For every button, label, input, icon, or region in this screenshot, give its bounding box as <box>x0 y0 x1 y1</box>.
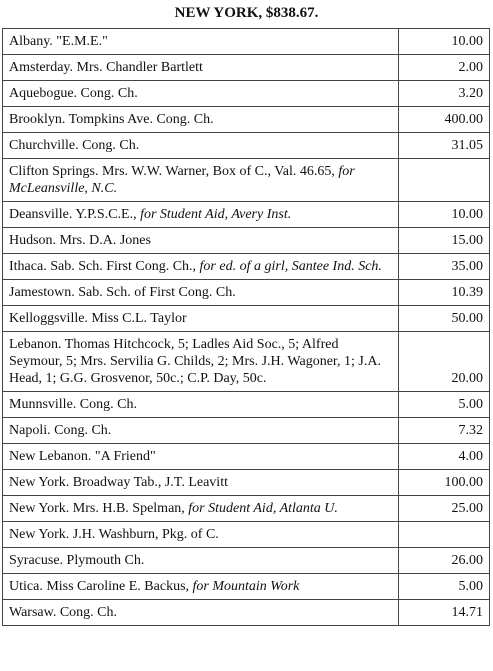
table-row <box>3 600 490 626</box>
entry-text: Warsaw. Cong. Ch. <box>9 605 118 620</box>
table-row <box>3 548 490 574</box>
entry-description <box>3 159 399 202</box>
entry-amount: 2.00 <box>399 55 490 81</box>
page-title: NEW YORK, $838.67. <box>174 5 319 21</box>
entry-description <box>3 254 399 280</box>
entry-text: Churchville. Cong. Ch. <box>9 138 140 153</box>
entry-text: Kelloggsville. Miss C.L. Taylor <box>9 311 187 326</box>
entry-description <box>3 133 399 159</box>
table-row <box>3 574 490 600</box>
entry-amount: 400.00 <box>399 107 490 133</box>
entry-amount: 15.00 <box>399 228 490 254</box>
entry-amount: 35.00 <box>399 254 490 280</box>
entry-text: Munnsville. Cong. Ch. <box>9 397 137 412</box>
entry-description <box>3 418 399 444</box>
entry-description <box>3 496 399 522</box>
entry-description <box>3 392 399 418</box>
entry-text: Syracuse. Plymouth Ch. <box>9 553 145 568</box>
entry-text: Brooklyn. Tompkins Ave. Cong. Ch. <box>9 112 214 127</box>
entry-amount: 10.39 <box>399 280 490 306</box>
entry-amount: 31.05 <box>399 133 490 159</box>
entry-amount: 25.00 <box>399 496 490 522</box>
entry-amount: 5.00 <box>399 574 490 600</box>
entry-text: New York. Broadway Tab., J.T. Leavitt <box>9 475 228 490</box>
entry-amount: 10.00 <box>399 202 490 228</box>
entry-amount <box>399 522 490 548</box>
entry-text: Clifton Springs. Mrs. W.W. Warner, Box of C., Val. 46.65, <box>9 164 339 179</box>
table-row <box>3 280 490 306</box>
table-row <box>3 470 490 496</box>
entry-amount: 14.71 <box>399 600 490 626</box>
entry-description <box>3 81 399 107</box>
contributions-table <box>2 28 490 626</box>
entry-amount: 20.00 <box>399 332 490 392</box>
entry-description <box>3 29 399 55</box>
entry-text: Jamestown. Sab. Sch. of First Cong. Ch. <box>9 285 236 300</box>
entry-text: Aquebogue. Cong. Ch. <box>9 86 138 101</box>
table-row <box>3 107 490 133</box>
entry-description <box>3 228 399 254</box>
table-row <box>3 133 490 159</box>
table-row <box>3 29 490 55</box>
table-row <box>3 81 490 107</box>
entry-description <box>3 306 399 332</box>
entry-description <box>3 55 399 81</box>
entry-note: for McLeansville, N.C. <box>9 164 355 196</box>
entry-description <box>3 522 399 548</box>
entry-text: Amsterday. Mrs. Chandler Bartlett <box>9 60 203 75</box>
table-row <box>3 418 490 444</box>
entry-description <box>3 107 399 133</box>
entry-amount: 100.00 <box>399 470 490 496</box>
table-row <box>3 496 490 522</box>
table-row <box>3 332 490 392</box>
entry-amount: 4.00 <box>399 444 490 470</box>
entry-text: Ithaca. Sab. Sch. First Cong. Ch., <box>9 259 200 274</box>
entry-text: Utica. Miss Caroline E. Backus, <box>9 579 193 594</box>
table-row <box>3 254 490 280</box>
entry-text: Napoli. Cong. Ch. <box>9 423 112 438</box>
entry-text: New Lebanon. "A Friend" <box>9 449 156 464</box>
entry-amount <box>399 159 490 202</box>
entry-amount: 50.00 <box>399 306 490 332</box>
entry-description <box>3 332 399 392</box>
table-row <box>3 392 490 418</box>
entry-amount: 7.32 <box>399 418 490 444</box>
table-row <box>3 228 490 254</box>
table-row <box>3 55 490 81</box>
entry-note: for Mountain Work <box>192 579 300 594</box>
entry-note: for Student Aid, Avery Inst. <box>140 207 292 222</box>
entry-description <box>3 600 399 626</box>
entry-text: Lebanon. Thomas Hitchcock, 5; Ladles Aid Soc., 5; Alfred Seymour, 5; Mrs. Servilia G. Childs, 2; Mrs. J.H. Wagoner, 1; J.A. Head, 1; G.G. Grosvenor, 50c.; C.P. Day, 50c. <box>9 337 381 386</box>
table-row <box>3 159 490 202</box>
table-row <box>3 306 490 332</box>
entry-amount: 5.00 <box>399 392 490 418</box>
entry-description <box>3 280 399 306</box>
table-row <box>3 202 490 228</box>
entry-description <box>3 548 399 574</box>
entry-description <box>3 574 399 600</box>
entry-text: Deansville. Y.P.S.C.E., <box>9 207 141 222</box>
table-row <box>3 444 490 470</box>
entry-note: for Student Aid, Atlanta U. <box>188 501 338 516</box>
table-row <box>3 522 490 548</box>
entry-note: for ed. of a girl, Santee Ind. Sch. <box>199 259 382 274</box>
entry-description <box>3 444 399 470</box>
entry-description <box>3 470 399 496</box>
entry-amount: 10.00 <box>399 29 490 55</box>
entry-text: Hudson. Mrs. D.A. Jones <box>9 233 151 248</box>
entry-text: New York. J.H. Washburn, Pkg. of C. <box>9 527 219 542</box>
entry-text: New York. Mrs. H.B. Spelman, <box>9 501 189 516</box>
entry-amount: 26.00 <box>399 548 490 574</box>
entry-description <box>3 202 399 228</box>
entry-amount: 3.20 <box>399 81 490 107</box>
entry-text: Albany. "E.M.E." <box>9 34 108 49</box>
